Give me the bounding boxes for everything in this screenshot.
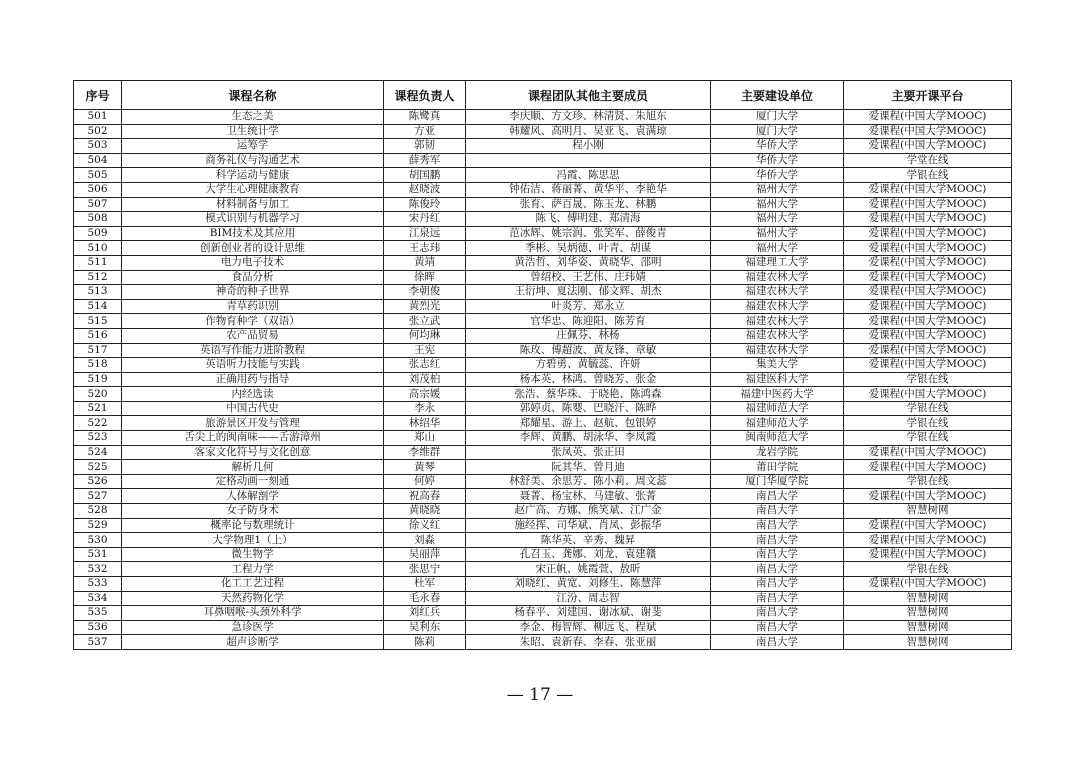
cell-course-name: 食品分析 xyxy=(122,270,384,285)
table-row xyxy=(74,635,1012,650)
table-row xyxy=(74,139,1012,154)
cell-course-name: 英语听力技能与实践 xyxy=(122,358,384,373)
cell-course-name: 解析几何 xyxy=(122,460,384,475)
cell-course-name: 运筹学 xyxy=(122,139,384,154)
cell-no: 511 xyxy=(74,255,122,270)
cell-course-name: 客家文化符号与文化创意 xyxy=(122,445,384,460)
header-course-name: 课程名称 xyxy=(122,81,384,110)
cell-unit: 福建农林大学 xyxy=(711,285,844,300)
cell-course-lead: 何均琳 xyxy=(384,328,466,343)
cell-no: 537 xyxy=(74,635,122,650)
cell-unit: 华侨大学 xyxy=(711,153,844,168)
cell-team-members: 曾绍校、王艺伟、庄玮婧 xyxy=(466,270,711,285)
cell-no: 524 xyxy=(74,445,122,460)
cell-unit: 福建农林大学 xyxy=(711,314,844,329)
cell-unit: 福建师范大学 xyxy=(711,401,844,416)
cell-platform: 爱课程(中国大学MOOC) xyxy=(844,547,1012,562)
course-list-sheet xyxy=(73,80,1011,650)
table-row xyxy=(74,241,1012,256)
cell-course-lead: 赵晓波 xyxy=(384,182,466,197)
cell-team-members: 王衍坤、夏法刚、郁文辉、胡杰 xyxy=(466,285,711,300)
table-row xyxy=(74,562,1012,577)
cell-platform: 爱课程(中国大学MOOC) xyxy=(844,299,1012,314)
cell-course-name: 农产品贸易 xyxy=(122,328,384,343)
table-row xyxy=(74,226,1012,241)
cell-team-members: 郑耀星、游上、赵航、包银婷 xyxy=(466,416,711,431)
cell-team-members: 冯霞、陈思思 xyxy=(466,168,711,183)
cell-team-members: 韩耀风、高明月、吴亚飞、袁满琼 xyxy=(466,124,711,139)
cell-team-members: 宋正帆、姚霞萱、敖昕 xyxy=(466,562,711,577)
cell-no: 507 xyxy=(74,197,122,212)
cell-platform: 爱课程(中国大学MOOC) xyxy=(844,489,1012,504)
cell-unit: 厦门大学 xyxy=(711,124,844,139)
cell-no: 504 xyxy=(74,153,122,168)
cell-unit: 福州大学 xyxy=(711,241,844,256)
cell-no: 505 xyxy=(74,168,122,183)
cell-unit: 集美大学 xyxy=(711,358,844,373)
table-row xyxy=(74,387,1012,402)
cell-no: 514 xyxy=(74,299,122,314)
cell-unit: 龙岩学院 xyxy=(711,445,844,460)
cell-course-name: 舌尖上的闽南味——舌游漳州 xyxy=(122,431,384,446)
cell-platform: 智慧树网 xyxy=(844,620,1012,635)
cell-unit: 南昌大学 xyxy=(711,533,844,548)
cell-course-lead: 吴丽萍 xyxy=(384,547,466,562)
cell-no: 512 xyxy=(74,270,122,285)
cell-unit: 南昌大学 xyxy=(711,504,844,519)
cell-course-name: BIM技术及其应用 xyxy=(122,226,384,241)
cell-no: 503 xyxy=(74,139,122,154)
table-row xyxy=(74,591,1012,606)
cell-course-lead: 王宪 xyxy=(384,343,466,358)
cell-course-name: 人体解剖学 xyxy=(122,489,384,504)
cell-unit: 福建医科大学 xyxy=(711,372,844,387)
table-row xyxy=(74,518,1012,533)
cell-team-members: 叶炎芳、郑永立 xyxy=(466,299,711,314)
cell-platform: 爱课程(中国大学MOOC) xyxy=(844,241,1012,256)
cell-platform: 爱课程(中国大学MOOC) xyxy=(844,314,1012,329)
cell-course-lead: 林绍华 xyxy=(384,416,466,431)
table-row xyxy=(74,358,1012,373)
cell-course-lead: 黄烈光 xyxy=(384,299,466,314)
cell-course-name: 耳鼻咽喉-头颈外科学 xyxy=(122,606,384,621)
cell-platform: 智慧树网 xyxy=(844,635,1012,650)
cell-team-members: 江汾、周志智 xyxy=(466,591,711,606)
cell-course-name: 科学运动与健康 xyxy=(122,168,384,183)
cell-team-members: 陈华英、辛秀、魏昇 xyxy=(466,533,711,548)
cell-platform: 智慧树网 xyxy=(844,606,1012,621)
table-row xyxy=(74,533,1012,548)
cell-platform: 爱课程(中国大学MOOC) xyxy=(844,577,1012,592)
cell-course-name: 旅游景区开发与管理 xyxy=(122,416,384,431)
cell-platform: 爱课程(中国大学MOOC) xyxy=(844,460,1012,475)
table-row xyxy=(74,474,1012,489)
cell-no: 526 xyxy=(74,474,122,489)
cell-team-members: 季彬、吴炳德、叶青、胡谋 xyxy=(466,241,711,256)
cell-course-lead: 郭韧 xyxy=(384,139,466,154)
cell-platform: 学堂在线 xyxy=(844,153,1012,168)
cell-course-lead: 黄晓晓 xyxy=(384,504,466,519)
cell-team-members: 范冰辉、姚宗润、张笑军、薛俊青 xyxy=(466,226,711,241)
table-row xyxy=(74,299,1012,314)
cell-no: 531 xyxy=(74,547,122,562)
cell-platform: 学银在线 xyxy=(844,416,1012,431)
cell-team-members: 杨春平、刘建国、谢冰斌、谢斐 xyxy=(466,606,711,621)
cell-unit: 南昌大学 xyxy=(711,577,844,592)
cell-no: 520 xyxy=(74,387,122,402)
cell-platform: 爱课程(中国大学MOOC) xyxy=(844,124,1012,139)
cell-no: 509 xyxy=(74,226,122,241)
cell-team-members: 程小刚 xyxy=(466,139,711,154)
cell-platform: 学银在线 xyxy=(844,431,1012,446)
cell-team-members: 林舒美、余思芳、陈小莉、周文蕊 xyxy=(466,474,711,489)
cell-no: 529 xyxy=(74,518,122,533)
cell-no: 533 xyxy=(74,577,122,592)
cell-platform: 智慧树网 xyxy=(844,591,1012,606)
cell-course-name: 大学生心理健康教育 xyxy=(122,182,384,197)
cell-platform: 爱课程(中国大学MOOC) xyxy=(844,343,1012,358)
cell-team-members: 钟佑洁、蒋丽菁、黄华平、李艳华 xyxy=(466,182,711,197)
table-row xyxy=(74,620,1012,635)
cell-platform: 学银在线 xyxy=(844,372,1012,387)
cell-course-name: 内经选读 xyxy=(122,387,384,402)
cell-unit: 南昌大学 xyxy=(711,489,844,504)
table-row xyxy=(74,460,1012,475)
cell-platform: 爱课程(中国大学MOOC) xyxy=(844,445,1012,460)
table-row xyxy=(74,416,1012,431)
cell-unit: 厦门华厦学院 xyxy=(711,474,844,489)
cell-no: 525 xyxy=(74,460,122,475)
cell-no: 506 xyxy=(74,182,122,197)
cell-course-name: 材料制备与加工 xyxy=(122,197,384,212)
cell-no: 522 xyxy=(74,416,122,431)
cell-no: 530 xyxy=(74,533,122,548)
cell-unit: 南昌大学 xyxy=(711,591,844,606)
cell-no: 510 xyxy=(74,241,122,256)
cell-unit: 福州大学 xyxy=(711,212,844,227)
header-platform: 主要开课平台 xyxy=(844,81,1012,110)
cell-course-lead: 杜军 xyxy=(384,577,466,592)
header-unit: 主要建设单位 xyxy=(711,81,844,110)
cell-platform: 爱课程(中国大学MOOC) xyxy=(844,387,1012,402)
cell-platform: 爱课程(中国大学MOOC) xyxy=(844,358,1012,373)
cell-team-members: 张浩、蔡华珠、于晓艳、陈鸿森 xyxy=(466,387,711,402)
cell-course-lead: 高宗媛 xyxy=(384,387,466,402)
cell-platform: 爱课程(中国大学MOOC) xyxy=(844,226,1012,241)
cell-unit: 南昌大学 xyxy=(711,635,844,650)
cell-course-name: 卫生统计学 xyxy=(122,124,384,139)
table-row xyxy=(74,270,1012,285)
course-table xyxy=(73,80,1012,650)
cell-course-name: 女子防身术 xyxy=(122,504,384,519)
table-row xyxy=(74,110,1012,125)
cell-team-members: 方碧勇、黄毓蕊、许妍 xyxy=(466,358,711,373)
cell-course-lead: 江泉远 xyxy=(384,226,466,241)
cell-course-lead: 祝高春 xyxy=(384,489,466,504)
cell-course-lead: 王志玮 xyxy=(384,241,466,256)
header-course-lead: 课程负责人 xyxy=(384,81,466,110)
cell-course-name: 正确用药与指导 xyxy=(122,372,384,387)
cell-unit: 华侨大学 xyxy=(711,139,844,154)
cell-course-name: 定格动画一刻通 xyxy=(122,474,384,489)
header-no: 序号 xyxy=(74,81,122,110)
cell-unit: 南昌大学 xyxy=(711,562,844,577)
cell-platform: 爱课程(中国大学MOOC) xyxy=(844,533,1012,548)
cell-no: 523 xyxy=(74,431,122,446)
table-row xyxy=(74,606,1012,621)
table-row xyxy=(74,314,1012,329)
cell-team-members: 黄浩哲、刘华姿、黄晓华、邵明 xyxy=(466,255,711,270)
cell-course-lead: 张志红 xyxy=(384,358,466,373)
cell-course-name: 天然药物化学 xyxy=(122,591,384,606)
cell-platform: 学银在线 xyxy=(844,168,1012,183)
cell-course-lead: 黄琴 xyxy=(384,460,466,475)
cell-course-name: 青草药识别 xyxy=(122,299,384,314)
cell-course-lead: 张立武 xyxy=(384,314,466,329)
cell-course-lead: 郑山 xyxy=(384,431,466,446)
cell-course-name: 创新创业者的设计思维 xyxy=(122,241,384,256)
cell-course-lead: 胡国鹏 xyxy=(384,168,466,183)
cell-team-members: 阮其华、曾月迪 xyxy=(466,460,711,475)
cell-course-lead: 陈莉 xyxy=(384,635,466,650)
cell-unit: 福建农林大学 xyxy=(711,299,844,314)
cell-course-name: 大学物理1（上） xyxy=(122,533,384,548)
table-row xyxy=(74,255,1012,270)
cell-unit: 南昌大学 xyxy=(711,547,844,562)
cell-unit: 厦门大学 xyxy=(711,110,844,125)
cell-platform: 学银在线 xyxy=(844,562,1012,577)
table-row xyxy=(74,445,1012,460)
cell-course-lead: 陈鹭真 xyxy=(384,110,466,125)
cell-team-members: 杨本英、林鸿、曾晓芳、张金 xyxy=(466,372,711,387)
cell-team-members: 张凤英、张正田 xyxy=(466,445,711,460)
cell-course-name: 生态之美 xyxy=(122,110,384,125)
cell-course-name: 急诊医学 xyxy=(122,620,384,635)
cell-course-name: 英语写作能力进阶教程 xyxy=(122,343,384,358)
cell-no: 535 xyxy=(74,606,122,621)
cell-course-name: 微生物学 xyxy=(122,547,384,562)
cell-course-lead: 李维群 xyxy=(384,445,466,460)
cell-platform: 爱课程(中国大学MOOC) xyxy=(844,255,1012,270)
cell-no: 527 xyxy=(74,489,122,504)
cell-team-members: 李金、梅智辉、柳远飞、程斌 xyxy=(466,620,711,635)
cell-unit: 南昌大学 xyxy=(711,518,844,533)
table-header-row xyxy=(74,81,1012,110)
cell-course-lead: 吴利东 xyxy=(384,620,466,635)
cell-no: 516 xyxy=(74,328,122,343)
table-row xyxy=(74,328,1012,343)
cell-team-members: 陈飞、傅明建、郑清海 xyxy=(466,212,711,227)
cell-team-members: 庄佩芬、林杨 xyxy=(466,328,711,343)
cell-course-lead: 陈俊玲 xyxy=(384,197,466,212)
cell-no: 501 xyxy=(74,110,122,125)
cell-no: 502 xyxy=(74,124,122,139)
cell-unit: 福州大学 xyxy=(711,197,844,212)
cell-team-members: 朱昭、袁新春、李春、张亚丽 xyxy=(466,635,711,650)
cell-unit: 福建中医药大学 xyxy=(711,387,844,402)
table-row xyxy=(74,489,1012,504)
cell-team-members: 李辉、黄鹏、胡泳华、李凤霞 xyxy=(466,431,711,446)
cell-course-lead: 徐晖 xyxy=(384,270,466,285)
cell-course-lead: 黄靖 xyxy=(384,255,466,270)
cell-unit: 南昌大学 xyxy=(711,620,844,635)
table-row xyxy=(74,547,1012,562)
cell-course-name: 工程力学 xyxy=(122,562,384,577)
table-row xyxy=(74,212,1012,227)
cell-unit: 福建农林大学 xyxy=(711,343,844,358)
cell-team-members: 施经挥、司华斌、肖凤、彭振华 xyxy=(466,518,711,533)
cell-no: 532 xyxy=(74,562,122,577)
cell-unit: 福建理工大学 xyxy=(711,255,844,270)
cell-course-lead: 刘茂柏 xyxy=(384,372,466,387)
cell-unit: 闽南师范大学 xyxy=(711,431,844,446)
cell-platform: 爱课程(中国大学MOOC) xyxy=(844,328,1012,343)
table-row xyxy=(74,504,1012,519)
cell-course-lead: 薛秀军 xyxy=(384,153,466,168)
cell-no: 521 xyxy=(74,401,122,416)
cell-platform: 爱课程(中国大学MOOC) xyxy=(844,518,1012,533)
cell-course-name: 电力电子技术 xyxy=(122,255,384,270)
cell-course-name: 作物育种学（双语） xyxy=(122,314,384,329)
table-row xyxy=(74,197,1012,212)
table-row xyxy=(74,343,1012,358)
cell-team-members xyxy=(466,153,711,168)
table-row xyxy=(74,372,1012,387)
cell-course-lead: 刘红兵 xyxy=(384,606,466,621)
table-row xyxy=(74,124,1012,139)
cell-unit: 莆田学院 xyxy=(711,460,844,475)
cell-team-members: 陈玫、傅超波、黄友锋、章敏 xyxy=(466,343,711,358)
cell-platform: 爱课程(中国大学MOOC) xyxy=(844,139,1012,154)
cell-unit: 南昌大学 xyxy=(711,606,844,621)
cell-team-members: 赵广高、方娜、熊笑斌、江广金 xyxy=(466,504,711,519)
table-row xyxy=(74,577,1012,592)
cell-platform: 爱课程(中国大学MOOC) xyxy=(844,197,1012,212)
cell-course-lead: 何婷 xyxy=(384,474,466,489)
cell-course-lead: 徐义红 xyxy=(384,518,466,533)
cell-course-lead: 张思宁 xyxy=(384,562,466,577)
cell-course-name: 概率论与数理统计 xyxy=(122,518,384,533)
cell-no: 513 xyxy=(74,285,122,300)
cell-platform: 爱课程(中国大学MOOC) xyxy=(844,285,1012,300)
cell-team-members: 官华忠、陈迎阳、陈芳育 xyxy=(466,314,711,329)
cell-no: 534 xyxy=(74,591,122,606)
cell-course-name: 中国古代史 xyxy=(122,401,384,416)
cell-no: 528 xyxy=(74,504,122,519)
header-team-members: 课程团队其他主要成员 xyxy=(466,81,711,110)
table-row xyxy=(74,285,1012,300)
cell-team-members: 刘晓红、黄宽、刘修生、陈慧萍 xyxy=(466,577,711,592)
cell-no: 515 xyxy=(74,314,122,329)
cell-team-members: 聂菁、杨宝林、马建敏、张菁 xyxy=(466,489,711,504)
cell-unit: 福州大学 xyxy=(711,226,844,241)
cell-unit: 福建农林大学 xyxy=(711,328,844,343)
cell-platform: 智慧树网 xyxy=(844,504,1012,519)
cell-unit: 福州大学 xyxy=(711,182,844,197)
cell-unit: 福建农林大学 xyxy=(711,270,844,285)
cell-course-name: 化工工艺过程 xyxy=(122,577,384,592)
cell-no: 518 xyxy=(74,358,122,373)
cell-platform: 爱课程(中国大学MOOC) xyxy=(844,110,1012,125)
cell-course-name: 模式识别与机器学习 xyxy=(122,212,384,227)
cell-platform: 爱课程(中国大学MOOC) xyxy=(844,182,1012,197)
cell-no: 519 xyxy=(74,372,122,387)
cell-platform: 学银在线 xyxy=(844,401,1012,416)
table-body xyxy=(74,110,1012,650)
cell-no: 517 xyxy=(74,343,122,358)
table-row xyxy=(74,431,1012,446)
cell-platform: 爱课程(中国大学MOOC) xyxy=(844,212,1012,227)
cell-unit: 福建师范大学 xyxy=(711,416,844,431)
cell-platform: 爱课程(中国大学MOOC) xyxy=(844,270,1012,285)
cell-unit: 华侨大学 xyxy=(711,168,844,183)
cell-course-lead: 刘淼 xyxy=(384,533,466,548)
table-row xyxy=(74,168,1012,183)
cell-course-lead: 宋丹红 xyxy=(384,212,466,227)
cell-course-name: 神奇的种子世界 xyxy=(122,285,384,300)
cell-platform: 学银在线 xyxy=(844,474,1012,489)
cell-course-name: 商务礼仪与沟通艺术 xyxy=(122,153,384,168)
cell-course-lead: 李永 xyxy=(384,401,466,416)
cell-course-name: 超声诊断学 xyxy=(122,635,384,650)
cell-no: 508 xyxy=(74,212,122,227)
cell-course-lead: 毛永春 xyxy=(384,591,466,606)
table-row xyxy=(74,401,1012,416)
table-row xyxy=(74,182,1012,197)
cell-team-members: 张育、萨百晟、陈玉龙、林鹏 xyxy=(466,197,711,212)
page-number: — 17 — xyxy=(506,685,574,705)
table-row xyxy=(74,153,1012,168)
cell-course-lead: 李朝俊 xyxy=(384,285,466,300)
cell-course-lead: 方亚 xyxy=(384,124,466,139)
cell-team-members: 郭婷贞、陈婴、巴晓汗、陈晔 xyxy=(466,401,711,416)
cell-team-members: 李庆顺、方文珍、林清贤、朱旭东 xyxy=(466,110,711,125)
cell-no: 536 xyxy=(74,620,122,635)
cell-team-members: 孔召玉、龚娜、刘龙、袁建赣 xyxy=(466,547,711,562)
